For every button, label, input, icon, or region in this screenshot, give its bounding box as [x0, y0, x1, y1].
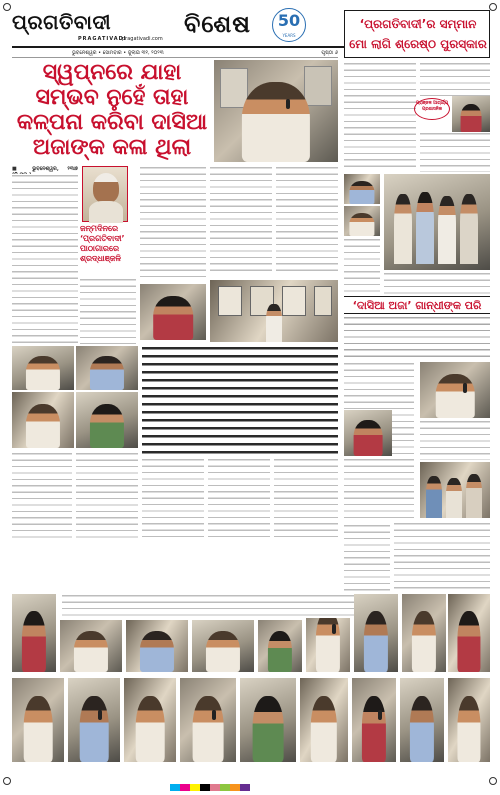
portrait-13: [180, 678, 236, 762]
lower-body-col2: [76, 452, 138, 540]
gandhi-story-col2: [420, 420, 490, 460]
portrait-14: [240, 678, 296, 762]
anniversary-label: YEARS: [282, 33, 296, 38]
main-story-col1: [12, 174, 78, 344]
logo-subtitle: PRAGATIVADI: [78, 36, 127, 42]
portrait-12: [124, 678, 176, 762]
gandhi-story-photo-man: [420, 362, 490, 418]
side-story-photo-2: [344, 206, 380, 236]
dateline-date: ଭୁବନେଶ୍ୱର • ସୋମବାର • ଜୁଲାଇ ୩୧, ୨୦୨୩: [72, 50, 164, 56]
side-story-badge-text: ପ୍ରାଞ୍ଜଳ ଆଚାର୍ଯ୍ୟ ପ୍ରଶାସନିକ: [415, 101, 449, 112]
gandhi-story-intro: [344, 316, 490, 360]
anniversary-badge: [272, 8, 306, 42]
section-title: ବିଶେଷ: [184, 10, 251, 38]
gandhi-story-photo-woman: [344, 410, 392, 456]
lower-body-col5: [274, 458, 338, 540]
lower-left-photo-4: [76, 392, 138, 448]
main-speaker-photo: [214, 60, 338, 162]
strip-text-row: [62, 594, 354, 618]
website: pragativadi.com: [122, 36, 163, 42]
lower-left-photo-3: [12, 392, 74, 448]
registration-mark-top-right: [489, 3, 497, 11]
portrait-2: [60, 620, 122, 672]
portrait-3: [126, 620, 188, 672]
main-story-byline: ■ ଭୁବନେଶ୍ୱର, ୨୩ା୭: [12, 166, 78, 172]
portrait-17: [400, 678, 444, 762]
side-story-group-photo: [384, 174, 490, 270]
portrait-1: [12, 594, 56, 672]
side-story-portrait: [452, 96, 490, 132]
registration-mark-bottom-right: [489, 777, 497, 785]
gandhi-headline: ‘ଦାସିଆ ଅଜା’ ଗାନ୍ଧୀଙ୍କ ପରି: [352, 299, 482, 312]
main-story-col2: [80, 278, 136, 344]
dateline-bar: [12, 50, 338, 58]
lower-body-col6: [344, 524, 390, 592]
logo: [12, 10, 172, 36]
portrait-10: [12, 678, 64, 762]
side-story-photo-1: [344, 174, 380, 204]
middle-photo-woman-speaker: [140, 284, 206, 340]
side-story-badge: [414, 98, 450, 120]
gandhi-headline-box: [344, 296, 490, 314]
portrait-15: [300, 678, 348, 762]
portrait-inset: [82, 166, 128, 222]
portrait-7: [354, 594, 398, 672]
main-headline: ସ୍ୱପ୍ନରେ ଯାହା ସମ୍ଭବ ନୁହେଁ ତାହା କଳ୍ପନା କରିବା ଦାସିଆ ଅଜାଙ୍କ କଳା ଥିଲା: [16, 60, 208, 160]
portrait-11: [68, 678, 120, 762]
side-story-body-col5: [384, 272, 490, 294]
side-story-body-col4: [344, 238, 380, 294]
anniversary-number: 50: [277, 11, 301, 30]
lower-left-photo-1: [12, 346, 74, 390]
portrait-9: [448, 594, 490, 672]
side-headline-box: [344, 10, 490, 58]
portrait-row-2: [12, 678, 490, 764]
registration-mark-top-left: [3, 3, 11, 11]
side-story-body-col1: [344, 62, 416, 172]
side-story-body-col3: [420, 132, 490, 172]
portrait-5: [258, 620, 302, 672]
portrait-8: [402, 594, 446, 672]
side-headline: ‘ପ୍ରଗତିବାଦୀ’ର ସମ୍ମାନ ମୋ ଲାଗି ଶ୍ରେଷ୍ଠ ପୁରସ୍କାର: [349, 17, 487, 51]
lower-body-col1: [12, 452, 72, 540]
main-story-col5: [276, 166, 338, 276]
main-story-col3: [140, 166, 206, 282]
gandhi-story-photo-audience: [420, 462, 490, 518]
portrait-inset-caption: ଜନ୍ମଦିନରେ ‘ପ୍ରଗତିବାଦୀ’ ପାଠାଗାରରେ ଶ୍ରଦ୍ଧାଞ୍ଜଳି: [80, 224, 125, 263]
gandhi-story-col3: [394, 522, 490, 592]
portrait-16: [352, 678, 396, 762]
main-story-col4: [210, 166, 272, 276]
print-color-bar: [170, 776, 250, 783]
portrait-18: [448, 678, 490, 762]
portrait-4: [192, 620, 254, 672]
middle-photo-gallery: [210, 280, 338, 342]
registration-mark-bottom-left: [3, 777, 11, 785]
central-feature-text: [142, 346, 338, 454]
lower-body-col3: [142, 458, 204, 540]
lower-left-photo-2: [76, 346, 138, 390]
side-story-body-col2: [420, 62, 490, 96]
logo-text: ପ୍ରଗତିବାଦୀ: [12, 10, 112, 34]
lower-body-col4: [208, 458, 270, 540]
page-number: ପୃଷ୍ଠା ୬: [321, 50, 338, 56]
